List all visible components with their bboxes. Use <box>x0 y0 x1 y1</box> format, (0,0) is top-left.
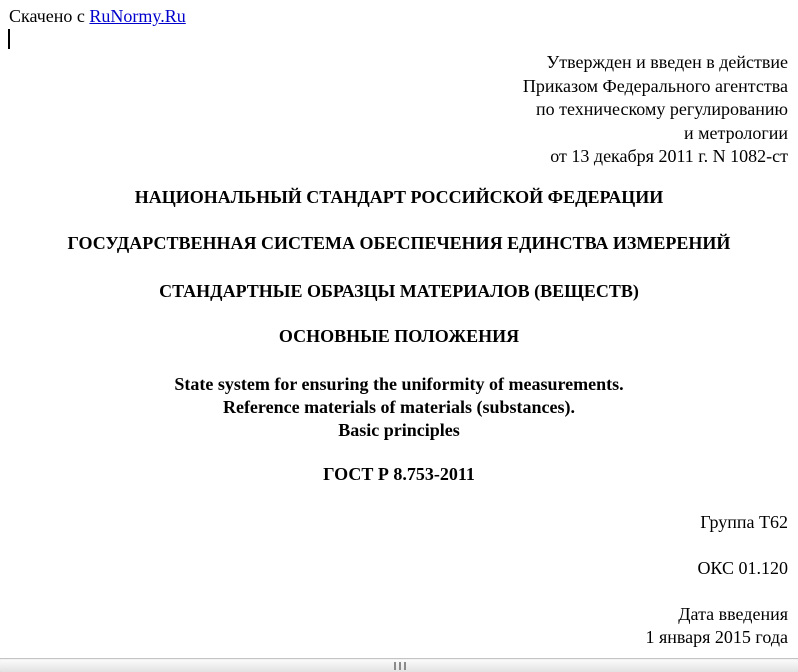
scrollbar-thumb[interactable] <box>0 660 798 672</box>
text-cursor <box>8 29 10 49</box>
source-link[interactable]: RuNormy.Ru <box>89 6 186 26</box>
section-title: ОСНОВНЫЕ ПОЛОЖЕНИЯ <box>278 326 520 346</box>
subject-title: СТАНДАРТНЫЕ ОБРАЗЦЫ МАТЕРИАЛОВ (ВЕЩЕСТВ) <box>159 281 639 301</box>
approval-line: от 13 декабря 2011 г. N 1082-ст <box>550 146 788 166</box>
approval-line: Утвержден и введен в действие <box>546 52 788 72</box>
introduction-label: Дата введения <box>678 604 788 624</box>
system-title: ГОСУДАРСТВЕННАЯ СИСТЕМА ОБЕСПЕЧЕНИЯ ЕДИНСТВА ИЗМЕРЕНИЙ <box>67 233 731 253</box>
standard-designation: ГОСТ Р 8.753-2011 <box>323 464 475 484</box>
national-standard-title: НАЦИОНАЛЬНЫЙ СТАНДАРТ РОССИЙСКОЙ ФЕДЕРАЦИИ <box>134 187 664 207</box>
source-line <box>9 5 186 27</box>
english-title-line: Reference materials of materials (substances). <box>222 397 576 417</box>
group-code: Группа Т62 <box>700 512 788 532</box>
introduction-date-block <box>645 603 788 649</box>
english-title-line: Basic principles <box>338 420 460 440</box>
approval-block <box>523 51 788 169</box>
oks-code: ОКС 01.120 <box>697 558 788 578</box>
introduction-date: 1 января 2015 года <box>645 627 788 647</box>
english-title <box>0 373 798 442</box>
source-prefix: Скачено с <box>9 6 85 26</box>
horizontal-scrollbar[interactable] <box>0 658 798 672</box>
approval-line: по техническому регулированию <box>535 99 788 119</box>
english-title-line: State system for ensuring the uniformity of measurements. <box>174 374 624 394</box>
approval-line: Приказом Федерального агентства <box>522 75 788 96</box>
grip-icon <box>394 662 406 670</box>
approval-line: и метрологии <box>684 122 788 143</box>
